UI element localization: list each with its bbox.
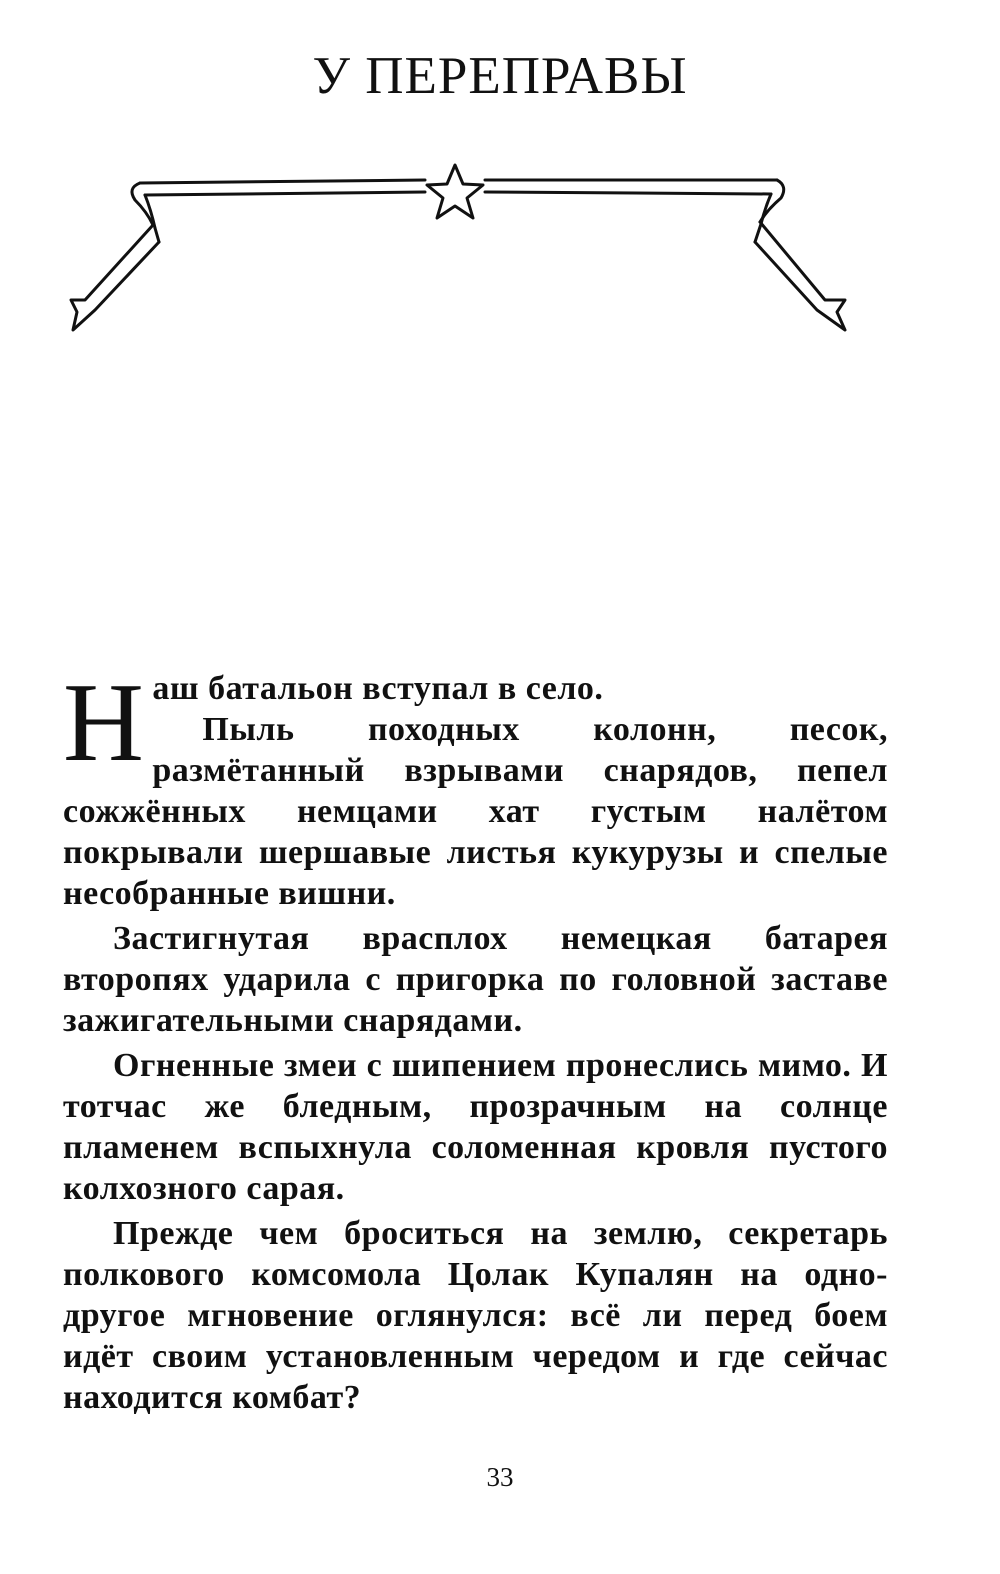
paragraph-1: Пыль походных колонн, песок, размётанный взрывами снарядов, пепел сожжённых немцами хат густым налётом покрывали шершавые листья кукурузы и спелые несобранные вишни. <box>63 711 888 912</box>
paragraph-2: Застигнутая врасплох немецкая батарея второпях ударила с пригорка по головной заставе зажигательными снарядами. <box>63 920 888 1039</box>
star-ribbon-icon <box>55 150 855 350</box>
lead-paragraph <box>63 661 888 785</box>
chapter-title: У ПЕРЕПРАВЫ <box>312 47 688 105</box>
paragraph-3: Огненные змеи с шипением пронеслись мимо. И тотчас же бледным, прозрачным на солнце пламенем вспыхнула соломенная кровля пустого колхозного сарая. <box>63 1047 888 1207</box>
drop-cap: Н <box>63 661 145 785</box>
paragraph-4: Прежде чем броситься на землю, секретарь полкового комсомола Цолак Купалян на одно-другое мгновение оглянулся: всё ли перед боем идёт своим установленным чередом и где сейчас находится комбат? <box>63 1215 888 1416</box>
page-number: 33 <box>486 1462 514 1492</box>
lead-sentence: аш батальон вступал в село. <box>152 670 604 707</box>
article-body <box>63 648 888 1418</box>
